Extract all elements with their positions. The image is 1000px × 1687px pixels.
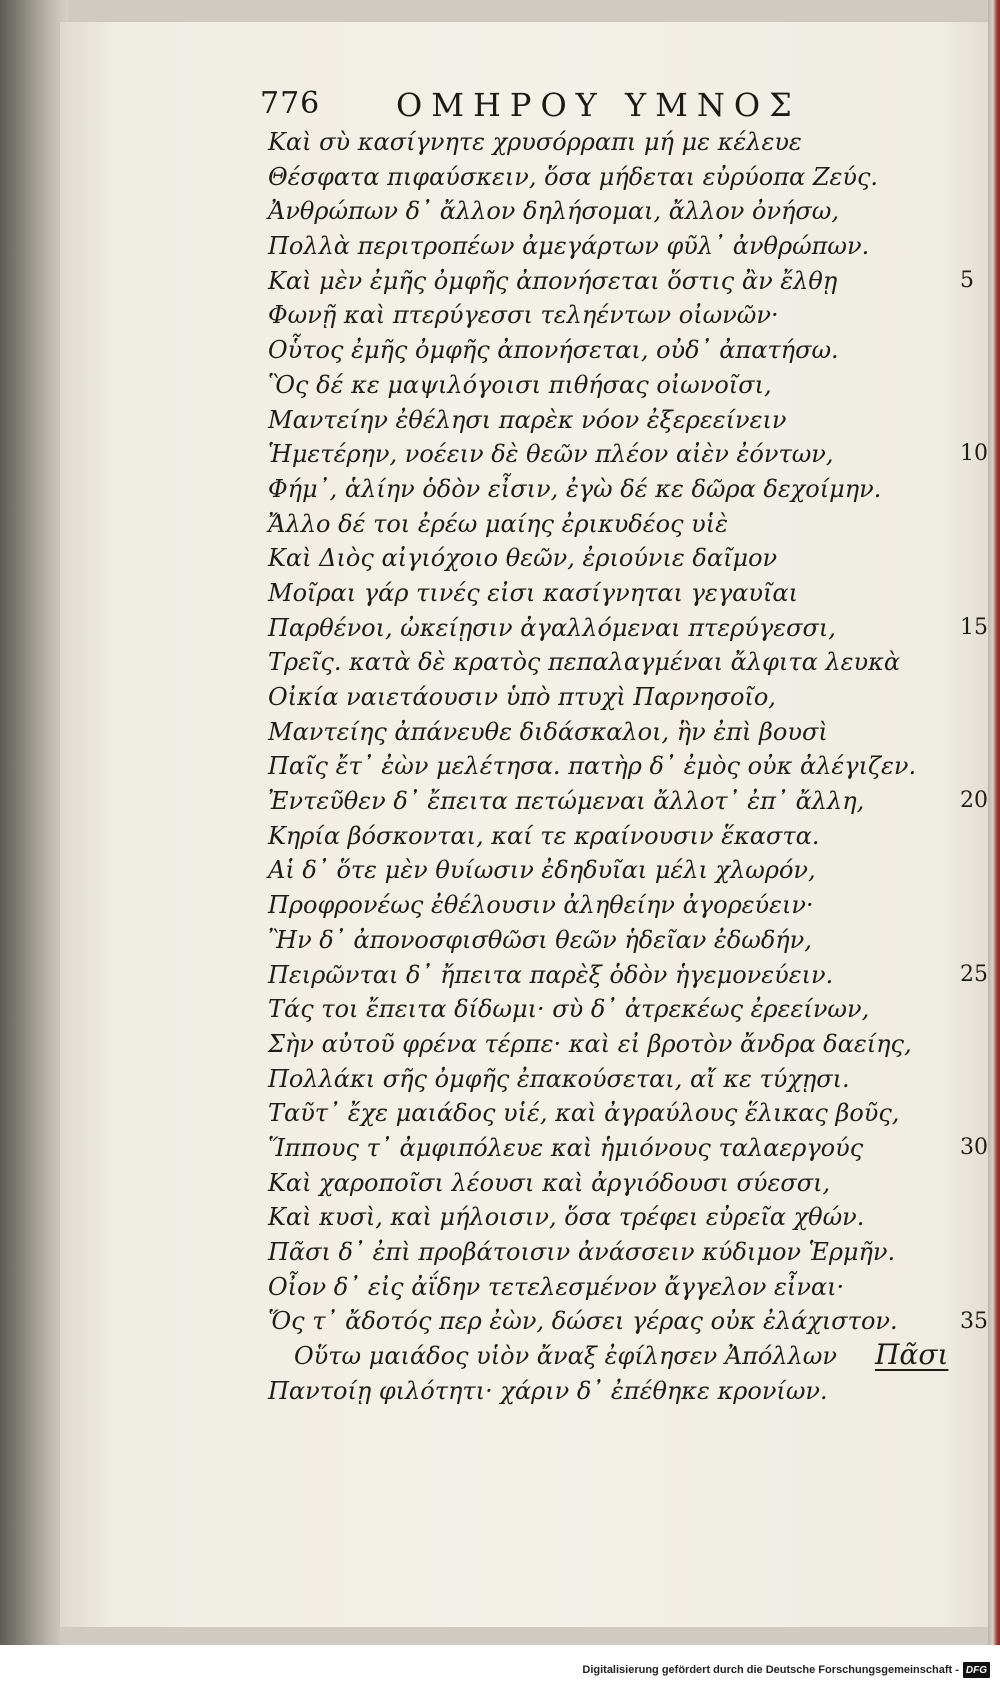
verse-line: Τάς τοι ἔπειτα δίδωμι· σὺ δ᾽ ἀτρεκέως ἐρεείνων,	[268, 995, 870, 1024]
line-number: 15	[960, 614, 988, 640]
verse-line: Παρθένοι, ὠκείῃσιν ἀγαλλόμεναι πτερύγεσσι,	[268, 613, 836, 642]
verse-line: Ὃς δέ κε μαψιλόγοισι πιθήσας οἰωνοῖσι,	[268, 370, 772, 399]
verse-line: Καὶ σὺ κασίγνητε χρυσόρραπι μή με κέλευε	[268, 128, 802, 156]
verse-line: Οὗτος ἐμῆς ὀμφῆς ἀπονήσεται, οὐδ᾽ ἀπατήσω.	[268, 336, 839, 365]
verse-line: Ἢν δ᾽ ἀπονοσφισθῶσι θεῶν ἡδεῖαν ἐδωδήν,	[268, 925, 812, 954]
line-number: 20	[960, 788, 988, 814]
running-title: ΟΜΗΡΟΥ ΥΜΝΟΣ	[396, 86, 801, 124]
verse-line: Οἰκία ναιετάουσιν ὑπὸ πτυχὶ Παρνησοῖο,	[268, 683, 776, 711]
verse-line: Καὶ χαροποῖσι λέουσι καὶ ἀργιόδουσι σύεσσι,	[268, 1168, 831, 1197]
line-number: 35	[960, 1308, 988, 1334]
verse-line: Παῖς ἔτ᾽ ἐὼν μελέτησα. πατὴρ δ᾽ ἐμὸς οὐκ ἀλέγιζεν.	[268, 752, 917, 781]
verse-line: Σὴν αὐτοῦ φρένα τέρπε· καὶ εἰ βροτὸν ἄνδρα δαείης,	[268, 1029, 912, 1058]
verse-line: Πολλὰ περιτροπέων ἀμεγάρτων φῦλ᾽ ἀνθρώπων.	[268, 232, 870, 261]
verse-line: Καὶ κυσὶ, καὶ μήλοισιν, ὅσα τρέφει εὐρεῖα χθών.	[268, 1203, 865, 1232]
verse-line: Τρεῖς. κατὰ δὲ κρατὸς πεπαλαγμέναι ἄλφιτα λευκὰ	[268, 648, 901, 677]
verse-line: Πολλάκι σῆς ὀμφῆς ἐπακούσεται, αἴ κε τύχῃσι.	[268, 1064, 850, 1093]
scan-bottom-margin	[60, 1627, 1000, 1645]
verse-line: Παντοίῃ φιλότητι· χάριν δ᾽ ἐπέθηκε κρονίων.	[268, 1376, 828, 1405]
line-number: 25	[960, 961, 988, 987]
dfg-logo-text: DFG	[965, 1664, 987, 1676]
verse-line: Ἐντεῦθεν δ᾽ ἔπειτα πετώμεναι ἄλλοτ᾽ ἐπ᾽ ἄλλη,	[268, 787, 865, 816]
footer-text: Digitalisierung gefördert durch die Deutsche Forschungsgemeinschaft -	[582, 1664, 959, 1676]
verse-line: Καὶ Διὸς αἰγιόχοιο θεῶν, ἐριούνιε δαῖμον	[268, 544, 778, 573]
verse-line: Οὕτω μαιάδος υἱὸν ἄναξ ἐφίλησεν Ἀπόλλων	[294, 1342, 837, 1371]
verse-line: Αἱ δ᾽ ὅτε μὲν θυίωσιν ἐδηδυῖαι μέλι χλωρόν,	[268, 856, 816, 885]
book-edge	[988, 0, 1000, 1645]
line-number: 5	[960, 267, 974, 293]
verse-line: Ταῦτ᾽ ἔχε μαιάδος υἱέ, καὶ ἀγραύλους ἕλικας βοῦς,	[268, 1099, 900, 1128]
verse-text	[268, 125, 917, 1408]
verse-line: Φωνῇ καὶ πτερύγεσσι τεληέντων οἰωνῶν·	[268, 301, 779, 330]
verse-line: Προφρονέως ἐθέλουσιν ἀληθείην ἀγορεύειν·	[268, 891, 814, 920]
page-header	[260, 86, 840, 130]
dfg-logo	[963, 1662, 990, 1678]
verse-line: Ὅς τ᾽ ἄδοτός περ ἐὼν, δώσει γέρας οὐκ ἐλάχιστον.	[268, 1307, 898, 1336]
verse-line: Φήμ᾽, ἁλίην ὁδὸν εἶσιν, ἐγὼ δέ κε δῶρα δεχοίμην.	[268, 474, 882, 503]
book-spine	[0, 0, 68, 1645]
verse-line: Θέσφατα πιφαύσκειν, ὅσα μήδεται εὐρύοπα Ζεύς.	[268, 162, 879, 191]
verse-line: Κηρία βόσκονται, καί τε κραίνουσιν ἕκαστα.	[268, 821, 820, 850]
verse-line: Καὶ μὲν ἐμῆς ὀμφῆς ἀπονήσεται ὅστις ἂν ἔλθῃ	[268, 266, 838, 295]
verse-line: Ἵππους τ᾽ ἀμφιπόλευε καὶ ἡμιόνους ταλαεργούς	[268, 1133, 864, 1162]
verse-line: Ἄλλο δέ τοι ἐρέω μαίης ἐρικυδέος υἱὲ	[268, 509, 729, 538]
verse-line: Ἡμετέρην, νοέειν δὲ θεῶν πλέον αἰὲν ἐόντων,	[268, 440, 834, 469]
footer-credit	[582, 1659, 990, 1681]
verse-line: Μοῖραι γάρ τινές εἰσι κασίγνηται γεγαυῖαι	[268, 578, 798, 607]
line-number: 30	[960, 1135, 988, 1161]
verse-line: Μαντείην ἐθέλησι παρὲκ νόον ἐξερεείνειν	[268, 405, 787, 434]
line-number: 10	[960, 441, 988, 467]
verse-line: Ἀνθρώπων δ᾽ ἄλλον δηλήσομαι, ἄλλον ὀνήσω,	[268, 197, 840, 226]
verse-line: Πᾶσι δ᾽ ἐπὶ προβάτοισιν ἀνάσσειν κύδιμον Ἑρμῆν.	[268, 1238, 896, 1266]
verse-line: Πειρῶνται δ᾽ ἤπειτα παρὲξ ὁδὸν ἡγεμονεύειν.	[268, 960, 834, 989]
scan-top-margin	[60, 0, 1000, 22]
verse-line: Οἶον δ᾽ εἰς ἀΐδην τετελεσμένον ἄγγελον εἶναι·	[268, 1272, 845, 1301]
page-number: 776	[260, 86, 321, 121]
verse-line: Μαντείης ἀπάνευθε διδάσκαλοι, ἣν ἐπὶ βουσὶ	[268, 717, 828, 746]
catchword: Πᾶσι	[875, 1338, 949, 1371]
